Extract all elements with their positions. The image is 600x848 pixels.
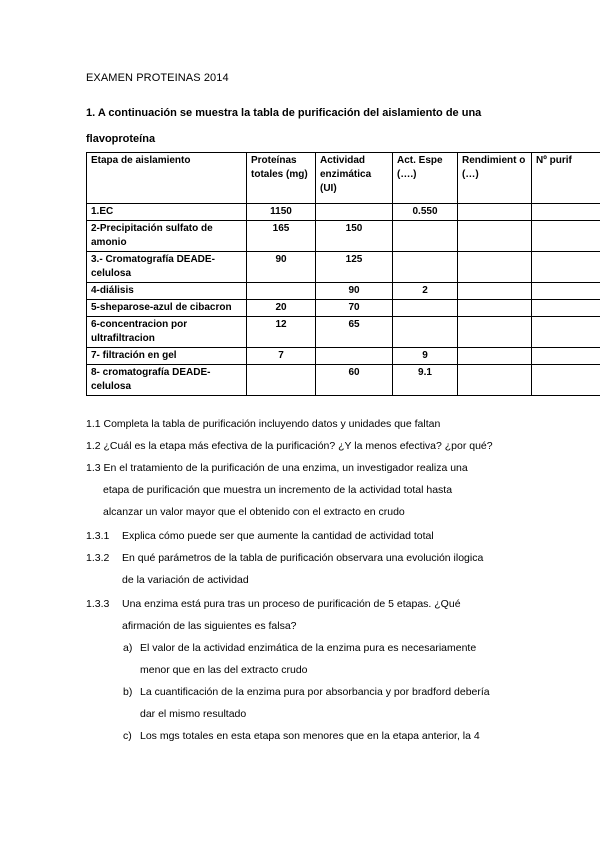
option-a-line-2: menor que en las del extracto crudo xyxy=(140,664,308,676)
item-1-2: 1.2 ¿Cuál es la etapa más efectiva de la purificación? ¿Y la menos efectiva? ¿por qué? xyxy=(86,440,493,452)
item-1-1: 1.1 Completa la tabla de purificación incluyendo datos y unidades que faltan xyxy=(86,418,441,430)
cell-specific xyxy=(393,252,458,283)
cell-purif xyxy=(532,221,600,252)
cell-specific xyxy=(393,221,458,252)
item-1-3-line-2: etapa de purificación que muestra un incremento de la actividad total hasta xyxy=(103,484,453,496)
cell-specific: 9 xyxy=(393,348,458,365)
cell-stage: 1.EC xyxy=(87,204,247,221)
item-1-3-line-3: alcanzar un valor mayor que el obtenido con el extracto en crudo xyxy=(103,506,405,518)
cell-yield xyxy=(458,221,532,252)
item-1-3-2-number: 1.3.2 xyxy=(86,552,110,564)
cell-purif xyxy=(532,365,600,396)
option-b-label: b) xyxy=(123,686,133,698)
question-1-line-2: flavoproteína xyxy=(86,133,156,145)
cell-purif xyxy=(532,300,600,317)
table-row xyxy=(87,221,600,252)
table-row xyxy=(87,348,600,365)
cell-purif xyxy=(532,317,600,348)
table-row xyxy=(87,204,600,221)
question-1-line-1: 1. A continuación se muestra la tabla de purificación del aislamiento de una xyxy=(86,107,482,119)
item-1-3-1-number: 1.3.1 xyxy=(86,530,110,542)
table-row xyxy=(87,317,600,348)
cell-stage: 4-diálisis xyxy=(87,283,247,300)
item-1-3-3-number: 1.3.3 xyxy=(86,598,110,610)
option-a-line-1: El valor de la actividad enzimática de la enzima pura es necesariamente xyxy=(140,642,477,654)
item-1-3-2-line-1: En qué parámetros de la tabla de purificación observara una evolución ilogica xyxy=(122,552,484,564)
option-b-line-2: dar el mismo resultado xyxy=(140,708,247,720)
cell-specific xyxy=(393,317,458,348)
option-c-line-1: Los mgs totales en esta etapa son menores que en la etapa anterior, la 4 xyxy=(140,730,480,742)
cell-purif xyxy=(532,252,600,283)
cell-yield xyxy=(458,252,532,283)
cell-proteins xyxy=(247,365,316,396)
cell-specific xyxy=(393,300,458,317)
cell-activity: 60 xyxy=(316,365,393,396)
item-1-3-3-line-1: Una enzima está pura tras un proceso de purificación de 5 etapas. ¿Qué xyxy=(122,598,461,610)
cell-stage: 8- cromatografía DEADE-celulosa xyxy=(87,365,247,396)
table-row xyxy=(87,365,600,396)
cell-purif xyxy=(532,283,600,300)
cell-yield xyxy=(458,204,532,221)
cell-activity: 125 xyxy=(316,252,393,283)
item-1-3-2-line-2: de la variación de actividad xyxy=(122,574,249,586)
cell-proteins: 7 xyxy=(247,348,316,365)
option-b-line-1: La cuantificación de la enzima pura por absorbancia y por bradford debería xyxy=(140,686,490,698)
cell-activity xyxy=(316,348,393,365)
cell-purif xyxy=(532,204,600,221)
cell-stage: 6-concentracion por ultrafiltracion xyxy=(87,317,247,348)
table-row xyxy=(87,283,600,300)
table-header-row xyxy=(87,153,600,204)
cell-proteins xyxy=(247,283,316,300)
cell-proteins: 12 xyxy=(247,317,316,348)
cell-specific: 2 xyxy=(393,283,458,300)
cell-yield xyxy=(458,348,532,365)
option-a-label: a) xyxy=(123,642,133,654)
cell-stage: 2-Precipitación sulfato de amonio xyxy=(87,221,247,252)
cell-yield xyxy=(458,283,532,300)
item-1-3-line-1: 1.3 En el tratamiento de la purificación de una enzima, un investigador realiza una xyxy=(86,462,468,474)
cell-proteins: 20 xyxy=(247,300,316,317)
cell-specific: 9.1 xyxy=(393,365,458,396)
item-1-3-3-line-2: afirmación de las siguientes es falsa? xyxy=(122,620,297,632)
cell-specific: 0.550 xyxy=(393,204,458,221)
exam-title: EXAMEN PROTEINAS 2014 xyxy=(86,72,229,84)
cell-proteins: 1150 xyxy=(247,204,316,221)
cell-activity: 150 xyxy=(316,221,393,252)
header-purification-number: Nº purif xyxy=(532,153,600,204)
cell-yield xyxy=(458,365,532,396)
cell-activity: 70 xyxy=(316,300,393,317)
header-activity: Actividad enzimática (UI) xyxy=(316,153,393,204)
table-row xyxy=(87,300,600,317)
cell-yield xyxy=(458,300,532,317)
cell-yield xyxy=(458,317,532,348)
cell-proteins: 165 xyxy=(247,221,316,252)
question-1 xyxy=(86,100,526,152)
cell-stage: 5-sheparose-azul de cibacron xyxy=(87,300,247,317)
cell-stage: 7- filtración en gel xyxy=(87,348,247,365)
cell-activity: 65 xyxy=(316,317,393,348)
cell-proteins: 90 xyxy=(247,252,316,283)
header-specific-activity: Act. Espe (….) xyxy=(393,153,458,204)
header-stage: Etapa de aislamiento xyxy=(87,153,247,204)
cell-purif xyxy=(532,348,600,365)
purification-table xyxy=(86,152,600,396)
cell-activity xyxy=(316,204,393,221)
header-proteins: Proteínas totales (mg) xyxy=(247,153,316,204)
table-row xyxy=(87,252,600,283)
cell-activity: 90 xyxy=(316,283,393,300)
option-c-label: c) xyxy=(123,730,132,742)
item-1-3-1-text: Explica cómo puede ser que aumente la cantidad de actividad total xyxy=(122,530,434,542)
cell-stage: 3.- Cromatografía DEADE-celulosa xyxy=(87,252,247,283)
header-yield: Rendimient o (…) xyxy=(458,153,532,204)
